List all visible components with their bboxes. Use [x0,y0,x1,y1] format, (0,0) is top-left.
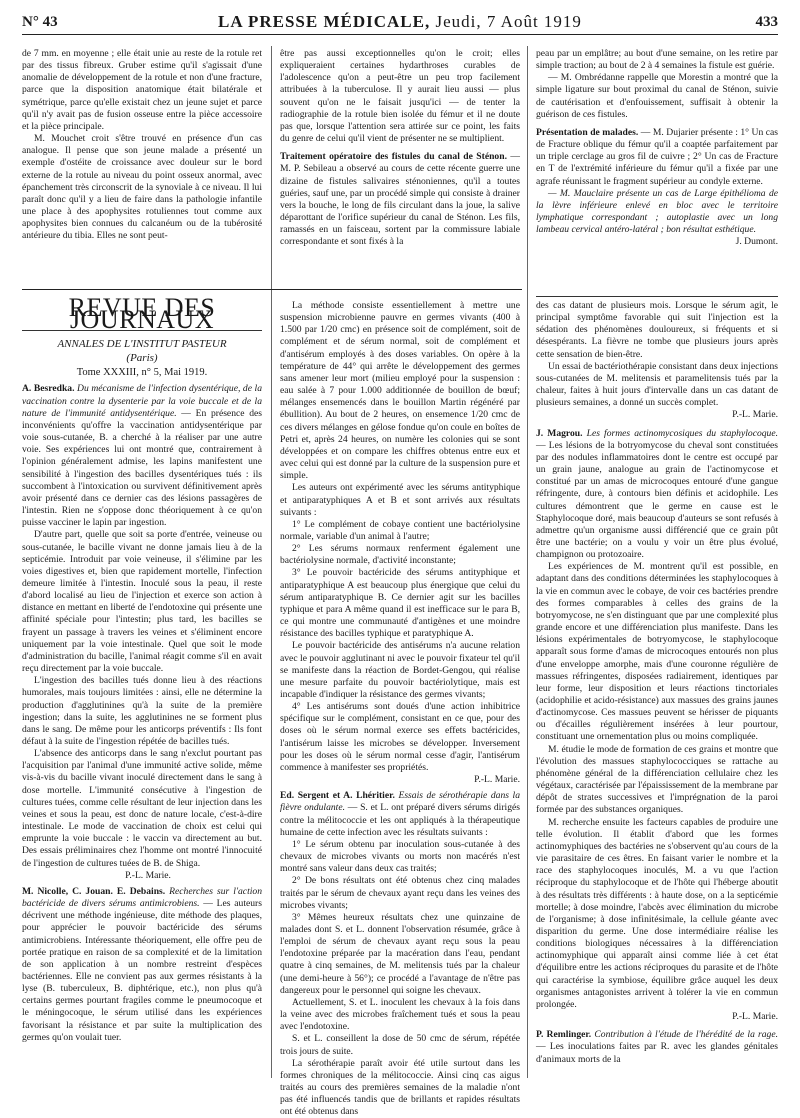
paragraph: Actuellement, S. et L. inoculent les chevaux à la fois dans la veine avec des microbes fraîchement tués et sous la peau avec l'endotoxine. [280,996,520,1033]
article-paragraph [536,1029,778,1065]
review-column-2 [280,300,521,1118]
paragraph: M. étudie le mode de formation de ces grains et montre que l'évolution des massues staphylococciques se rattache au phénomène général de la différenciation cellulaire chez les végétaux, caractérisée par l'épaississement de la membrane par dépôt de strates successives et l'imprégnation de la paroi formée par des substances organiques. [536,743,778,816]
issue-date: Jeudi, 7 Août 1919 [430,12,582,31]
paragraph: M. recherche ensuite les facteurs capables de produire une telle évolution. Il établit d'abord que les formes actinomyphiques des bactéries ne s'observent qu'au cours de la vie parasitaire de ces êtres. En faisant varier le nombre et la race des staphylocoques inoculés, M. a vu que l'action réciproque du staphylocoque et de l'hôte qui l'héberge aboutit à des résultats très différents : à haute dose, on a la septicémie mortelle; à dose moindre, l'abcès avec élimination du microbe de l'organisme; à dose infinitésimale, la cellule géante avec disparition du germe. Une dose intermédiaire réalise les conditions biologiques nécessaires à la différenciation actinomyphique qui apparaît ainsi comme liée à cet état d'équilibre entre les actions réciproques du parasite et de l'hôte qui caractérise la symbiose, équilibre grâce auquel les deux organismes antagonistes arrivent à tolérer la vie en commun prolongée. [536,816,778,1010]
top-column-3 [536,48,778,284]
paragraph: L'ingestion des bacilles tués donne lieu à des réactions humorales, mais toujours limitées : ainsi, elle ne détermine la production d'agglutinines qu'à la suite de la première ingestion; dans la suite, les agglutinines ne se forment plus dans le sang. De même pour les anticorps préventifs : Ils font défaut à la suite de l'ingestion répétée de bacilles tués. [22,675,262,747]
paragraph: 1° Le complément de cobaye contient une bactériolysine normale, variable d'un animal à l'autre; [280,518,520,542]
top-column-2 [280,48,520,284]
journal-issue: Tome XXXIII, n° 5, Mai 1919. [76,367,208,379]
article-author: P. Remlinger. [536,1029,592,1041]
paragraph: 2° De bons résultats ont été obtenus chez cinq malades traités par le sérum de chevaux ayant reçu dans les veines des microbes vivants; [280,875,520,911]
paragraph: Le pouvoir bactéricide des antisérums n'a aucune relation avec le pouvoir agglutinant ni avec le pouvoir fixateur tel qu'il se manifeste dans la réaction de Bordet-Gengou, qui réalise une mesure parfaite du pouvoir bactériolytique, mais est incapable d'indiquer la résistance des germes vivants; [280,640,520,700]
review-column-3 [536,300,778,1077]
signature: P.-L. Marie. [732,409,778,421]
article-author: M. Nicolle, C. Jouan. E. Debains. [22,885,166,897]
article-paragraph [280,790,520,839]
page-number-right: 433 [755,14,778,30]
paragraph: 4° Les antisérums sont doués d'une action inhibitrice spécifique sur le complément, consistant en ce que, pour des doses où le sérum normal exerce ses effets bactéricides, l'antisérum laisse les microbes se développer. Inversement pour les doses où le sérum normal cesse d'agir, l'antisérum commence à manifester ses propriétés. [280,701,520,773]
article-paragraph [536,428,778,562]
top-column-1 [22,48,262,284]
article-text: — S. et L. ont préparé divers sérums dirigés contre la mélitococcie et les ont appliqués à la thérapeutique humaine de cette infection avec les résultats suivants : [280,802,520,838]
section-paragraph [280,151,520,248]
paragraph: 3° Le pouvoir bactéricide des sérums antityphique et antiparatyphique A est beaucoup plus énergique que celui du sérum antiparatyphique B. Ce dernier agit sur les bacilles typhique et para A même quand il est inefficace sur le para B, ce qui montre une communauté d'antigènes et une moindre résistance des bacilles typhique et paratyphique A. [280,567,520,640]
page-header [22,8,778,36]
article-author: A. Besredka. [22,383,75,395]
article-paragraph [22,886,262,1044]
header-rule [22,34,778,35]
paragraph: Les expériences de M. montrent qu'il est possible, en adaptant dans des conditions déterminées les staphylocoques à la vie en commun avec le cobaye, de voir ces bactéries prendre des formes comparables à celles des grains de la botryomycose, ne s'en distinguant que par une complexité plus grande encore et une différenciation plus manifeste. Dans les lésions expérimentales de botryomycose, le staphylocoque apparaît sous forme d'amas de microcoques entourés non plus d'une enveloppe amorphe, mais d'une couronne régulière de massues réfringentes, disposées radiairement, identiques par leur forme, leur disposition et leurs réactions tinctoriales (acidophilie et acido-résistance) aux massues des grains jaunes d'actinomycose. Ces massues peuvent se hérisser de piquants ou d'écailles régulièrement insérées à leur pourtour, constituant une ornementation plus ou moins compliquée. [536,561,778,743]
column-divider-1 [271,46,272,1078]
section-title: REVUE DES JOURNAUX [68,293,216,335]
article-title: Contribution à l'étude de l'hérédité de la rage. [591,1029,779,1041]
article-title: Du mécanisme de l'infection dysentérique, de la vaccination contre la dysenterie par la voie buccale et de la nature de l'immunité antidysentérique. [22,383,262,419]
paragraph: — M. Mauclaire présente un cas de Large épithélioma de la lèvre inférieure enlevé en bloc avec le territoire lymphatique correspondant ; autoplastie avec un long lambeau cervical antéro-latéral ; bon résultat esthétique. [536,187,778,236]
paragraph: La méthode consiste essentiellement à mettre une suspension microbienne pauvre en germes vivants (400 à 1.500 par 1/20 cmc) en présence soit de complément, soit de complément et de sérum normal, soit de complément et d'antisérum employés à des doses variables. On opère à la température de 44° qui arrête le développement des germes sans amener leur mort (milieu employé pour la suspension : eau salée à 7 pour 1.000 additionnée de bouillon de bœuf; mélanges ensemencés dans le bouillon Martin régénéré par ébullition). Au bout de 2 heures, on ensemence 1/20 cmc de ces divers mélanges en gélose fondue qu'on coule en boîtes de Petri et, après 24 heures, on numère les colonies qui se sont développées et on compare les chiffres obtenus entre eux et avec celui qui est donné par la culture de la suspension pure et simple. [280,300,520,482]
signature: P.-L. Marie. [474,774,520,786]
article-paragraph [22,383,262,529]
journal-header-title [22,12,778,32]
paragraph: M. Mouchet croit s'être trouvé en présence d'un cas analogue. Il pense que son jeune malade a présenté un exemple d'ostéite de croissance avec douleur sur le bord externe de la rotule au niveau du point osseux anormal, avec épanchement très circonscrit de la synoviale à ce niveau. Il lui paraît donc qu'il y a lieu de faire dans la pathologie infantile une place à des apophysites rotuliennes tout comme aux apophysites bien connues du calcanéum ou de la tubérosité antérieure du tibia. Elles ne sont peut- [22,133,262,242]
article-author: Ed. Sergent et A. Lhéritier. [280,790,395,802]
paragraph: — M. Ombrédanne rappelle que Morestin a montré que la simple ligature sur bout proximal du canal de Sténon, suivie de cautérisation et d'enfouissement, suffisait à obtenir la guérison de ces fistules. [536,72,778,120]
paragraph: 1° Le sérum obtenu par inoculation sous-cutanée à des chevaux de microbes vivants ou morts non macérés n'est montré sans valeur dans deux cas traités; [280,838,520,875]
paragraph: être pas aussi exceptionnelles qu'on le croit; elles expliqueraient certaines hydarthroses curables de l'adolescence qu'on a peut-être un peu trop facilement attribuées à la tuberculose. Il y aurait lieu aussi — plus souvent qu'on ne le faisait jusqu'ici — de tenter la radiographie de la rotule bien isolée du fémur et il ne doute pas que, lorsque l'attention sera attirée sur ce point, les faits du genre de celui qu'il vient de présenter ne se multiplient. [280,48,520,145]
article-text: — Les auteurs décrivent une méthode ingénieuse, dite méthode des plaques, pour apprécier le pouvoir bactéricide des sérums antimicrobiens. Intéressante théoriquement, elle offre peu de portée pratique en raison de sa complexité et de la limitation de son application à un nombre restreint d'espèces bactériennes. Elle ne convient pas aux germes résistants à la lyse (B. tuberculeux, B. diphtérique, etc.), non plus qu'à certains germes pourtant fragiles comme le pneumocoque et le méningocoque, le sérum utilisé dans les expériences favorisant la résistance et par suite la multiplication des germes qu'on voulait tuer. [22,898,262,1043]
review-column-1 [22,293,262,1077]
section-text: — M. P. Sebileau a observé au cours de cette récente guerre une dizaine de fistules salivaires sténoniennes, qu'il a toutes guéries, sauf une, par un procédé simple qui consiste à drainer vers la bouche, le long de fils circulant dans la joue, la salive déparottant de l'orifice supérieur du canal de Sténon. Les fils, ramassés en un faisceau, sortent par la commissure labiale correspondante et sont fixés à la [280,151,520,248]
section-heading: Présentation de malades. [536,126,639,138]
page-number-left: N° 43 [22,14,58,30]
paragraph: S. et L. conseillent la dose de 50 cmc de sérum, répétée trois jours de suite. [280,1033,520,1057]
journal-name: ANNALES DE L'INSTITUT PASTEUR [57,338,227,351]
paragraph: Un essai de bactériothérapie consistant dans deux injections sous-cutanées de M. melitensis et paramelitensis tués par la chaleur, faites à huit jours d'intervalle dans un cas datant de plusieurs semaines, a donné un succès complet. [536,360,778,409]
article-title: Les formes actinomycosiques du staphylocoque. [582,427,778,439]
article-text: — Les lésions de la botryomycose du cheval sont constituées par des nodules inflammatoires dont le centre est occupé par un grain jaune, analogue au grain de l'actinomycose et constitué par un amas de microcoques entouré d'une gangue réfringente, dure, à contours bien définis et acidophile. Les cultures démontrent que le germe en cause est le Staphylocoque doré, mais beaucoup d'auteurs se sont refusés à admettre qu'un organisme aussi différencié que ce grain pût être une bactérie; on a voulu y voir un être plus évolué, champignon ou protozoaire. [536,439,778,561]
paragraph: des cas datant de plusieurs mois. Lorsque le sérum agit, le principal symptôme favorable qui suit l'injection est la sédation des phénomènes douloureux, si fréquents et si désespérants. La fièvre ne tombe que plusieurs jours après cette sensation de bien-être. [536,300,778,360]
paragraph: peau par un emplâtre; au bout d'une semaine, on les retire par simple traction; au bout de 2 à 4 semaines la fistule est guérie. [536,48,778,72]
paragraph: D'autre part, quelle que soit sa porte d'entrée, veineuse ou sous-cutanée, le bacille vivant ne donne jamais lieu à de la septicémie. Introduit par voie veineuse, il s'élimine par les voies digestives et, bien que rapidement mortelle, l'infection demeure limitée à l'intestin. Inoculé sous la peau, il reste d'abord localisé au lieu de l'injection et exerce son action à distance en mettant en liberté de l'endotoxine qui présente une affinité spéciale pour l'intestin; plus tard, les bacilles se frayent un passage à travers les veines et s'éliminent encore uniquement par la voie intestinale. Quel que soit le mode d'administration du bacille, l'animal réagit comme s'il en avait reçu directement par la voie buccale. [22,529,262,675]
signature: P.-L. Marie. [732,1011,778,1023]
paragraph: de 7 mm. en moyenne ; elle était unie au reste de la rotule ret par des tissus fibreux. Gruber estime qu'il s'agissait d'une anomalie de développement de la rotule et non d'une fracture, parce que la disposition anatomique était bilatérale et symétrique, parce qu'elle existait chez un jeune sujet et parce qu'il n'y avait pas de fusion osseuse entre la pièce accessoire et la pièce principale. [22,48,262,132]
article-text: — Les inoculations faites par R. avec les glandes génitales d'animaux morts de la [536,1041,778,1065]
article-title: Essais de sérothérapie dans la fièvre ondulante. [280,790,521,814]
article-title: Recherches sur l'action bactéricide de divers sérums antimicrobiens. [22,885,262,910]
section-text: — M. Dujarier présente : 1° Un cas de Fracture oblique du fémur qu'il a coaptée parfaitement par un triple cerclage au gros fil de cuivre ; 2° Un cas de Fracture en T de l'extrémité inférieure du fémur qu'il a fixée par une agrafe réunissant le fragment supérieur au condyle externe. [536,126,778,187]
journal-city: (Paris) [126,352,158,365]
paragraph: 2° Les sérums normaux renferment également une bactériolysine normale, d'activité inconstante; [280,543,520,567]
section-rule [536,296,778,297]
paragraph: 3° Mêmes heureux résultats chez une quinzaine de malades dont S. et L. donnent l'observation résumée, grâce à l'emploi de sérum de chevaux ayant reçu sous la peau l'endotoxine préparée par la macération dans l'eau, pendant quatre à cinq semaines, de M. melitensis tués par la chaleur (une demi-heure à 56°); ce procédé a l'avantage de n'être pas dangereux pour le personnel qui soigne les chevaux. [280,911,520,996]
signature: P.-L. Marie. [125,869,171,881]
column-divider-2 [527,46,528,1078]
article-author: J. Magrou. [536,427,583,439]
signature: J. Dumont. [735,236,778,248]
section-heading: Traitement opératoire des fistules du canal de Sténon. [280,151,507,163]
paragraph: Les auteurs ont expérimenté avec les sérums antityphique et antiparatyphiques A et B et sont arrivés aux résultats suivants : [280,482,520,518]
paragraph: La sérothérapie paraît avoir été utile surtout dans les formes chroniques de la mélitococcie. Ainsi cinq cas aigus traités au cours des premières semaines de la maladie n'ont pas été influencés tandis que de brillants et rapides résultats ont été obtenus dans [280,1057,520,1118]
article-text: — En présence des inconvénients qu'offre la vaccination antidysentérique par voie sous-cutanée, B. a cherché à la réaliser par une autre voie. Ses expériences lui ont montré que, contrairement à l'opinion généralement admise, les lapins manifestent une sensibilité à l'ingestion des bacilles dysentériques tués : ils succombent à l'intoxication ou survivent définitivement après avoir présenté dans ce dernier cas des lésions passagères de l'intestin. Rien ne s'oppose donc théoriquement à ce qu'on puisse vacciner le lapin par ingestion. [22,407,262,529]
section-paragraph [536,127,778,188]
section-rule [22,289,522,290]
journal-name: LA PRESSE MÉDICALE, [218,12,431,31]
paragraph: L'absence des anticorps dans le sang n'exclut pourtant pas l'acquisition par l'animal d'une immunité active solide, même vis-à-vis du bacille vivant inoculé directement dans le sang à dose mortelle. L'immunité consécutive à l'ingestion de cultures tuées, comme celle résultant de leur injection dans les veines et sous la peau, est donc de nature locale, c'est-à-dire intestinale. Le mode de vaccination de choix est celui qui emprunte la voie buccale : le vaccin va directement au but. Des essais préliminaires chez l'homme ont montré l'innocuité de l'ingestion de cultures tuées de B. de Shiga. [22,748,262,869]
